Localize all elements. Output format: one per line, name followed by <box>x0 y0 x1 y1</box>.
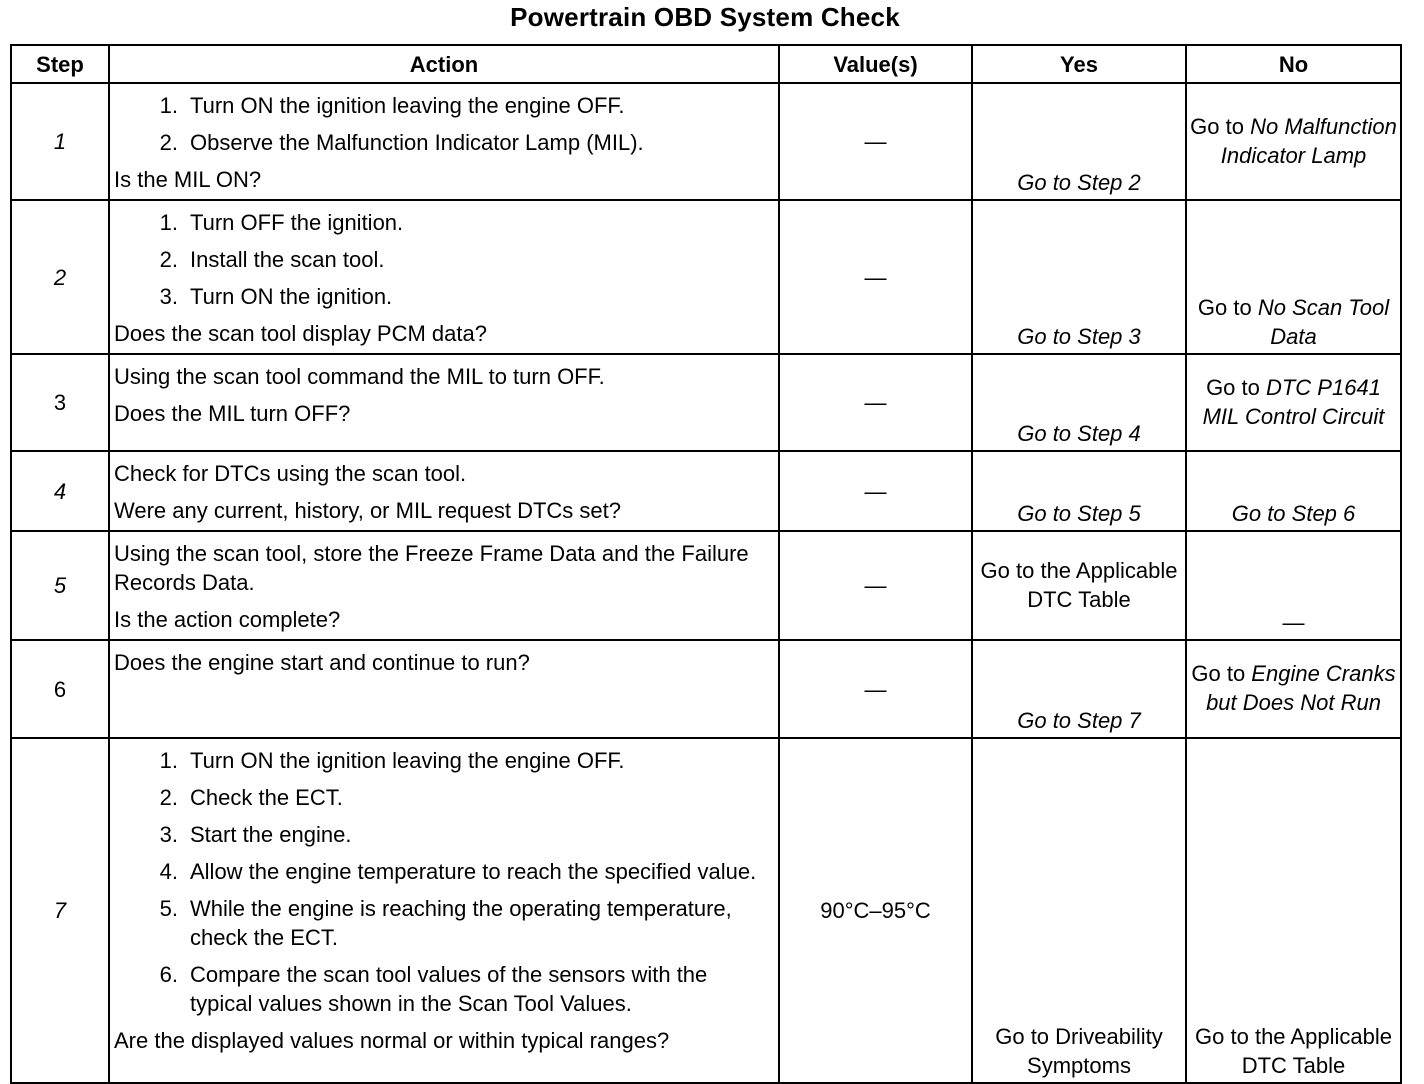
action-question: Does the scan tool display PCM data? <box>114 321 487 346</box>
list-item: 4. Allow the engine temperature to reach the specified value. <box>159 859 757 884</box>
yes-cell: Go to Step 3 <box>972 200 1186 354</box>
header-row <box>11 45 1401 83</box>
action-line: Using the scan tool command the MIL to turn OFF. <box>114 364 605 389</box>
list-item: 2. Check the ECT. <box>159 785 343 810</box>
action-cell <box>109 354 779 451</box>
action-line: Check for DTCs using the scan tool. <box>114 461 467 486</box>
list-item: 1. Turn OFF the ignition. <box>159 210 404 235</box>
header-step: Step <box>11 45 109 83</box>
list-item: 5. While the engine is reaching the operating temperature, check the ECT. <box>159 896 732 950</box>
action-question: Is the MIL ON? <box>114 167 262 192</box>
step-number: 3 <box>11 354 109 451</box>
yes-cell: Go to Driveability Symptoms <box>972 738 1186 1083</box>
value-cell: — <box>779 200 972 354</box>
value-cell: — <box>779 451 972 531</box>
header-values: Value(s) <box>779 45 972 83</box>
yes-cell: Go to Step 4 <box>972 354 1186 451</box>
obd-system-check-table <box>10 44 1402 1084</box>
header-yes: Yes <box>972 45 1186 83</box>
table-row <box>11 451 1401 531</box>
yes-cell: Go to the Applicable DTC Table <box>972 531 1186 640</box>
no-cell: Go to Engine Cranks but Does Not Run <box>1186 640 1401 738</box>
action-line: Using the scan tool, store the Freeze Frame Data and the Failure Records Data. <box>114 541 749 595</box>
action-cell <box>109 451 779 531</box>
action-question: Were any current, history, or MIL request DTCs set? <box>114 498 621 523</box>
step-number: 2 <box>11 200 109 354</box>
table-row <box>11 200 1401 354</box>
action-cell <box>109 640 779 738</box>
step-number: 4 <box>11 451 109 531</box>
value-cell: — <box>779 640 972 738</box>
step-number: 7 <box>11 738 109 1083</box>
table-row <box>11 640 1401 738</box>
no-cell: — <box>1186 531 1401 640</box>
no-cell: Go to Step 6 <box>1186 451 1401 531</box>
table-row <box>11 354 1401 451</box>
no-cell: Go to the Applicable DTC Table <box>1186 738 1401 1083</box>
yes-cell: Go to Step 2 <box>972 83 1186 200</box>
value-cell: 90°C–95°C <box>779 738 972 1083</box>
list-item: 3. Start the engine. <box>159 822 352 847</box>
list-item: 2. Install the scan tool. <box>159 247 385 272</box>
table-row <box>11 83 1401 200</box>
action-cell <box>109 531 779 640</box>
no-cell: Go to No Scan Tool Data <box>1186 200 1401 354</box>
action-cell <box>109 83 779 200</box>
action-cell <box>109 200 779 354</box>
action-question: Are the displayed values normal or within typical ranges? <box>114 1028 670 1053</box>
table-row <box>11 738 1401 1083</box>
list-item: 1. Turn ON the ignition leaving the engine OFF. <box>159 93 625 118</box>
list-item: 3. Turn ON the ignition. <box>159 284 393 309</box>
step-number: 1 <box>11 83 109 200</box>
step-number: 5 <box>11 531 109 640</box>
yes-cell: Go to Step 5 <box>972 451 1186 531</box>
yes-cell: Go to Step 7 <box>972 640 1186 738</box>
step-number: 6 <box>11 640 109 738</box>
action-question: Is the action complete? <box>114 607 341 632</box>
action-question: Does the engine start and continue to run? <box>114 650 530 675</box>
header-no: No <box>1186 45 1401 83</box>
list-item: 2. Observe the Malfunction Indicator Lamp (MIL). <box>159 130 644 155</box>
value-cell: — <box>779 354 972 451</box>
list-item: 1. Turn ON the ignition leaving the engine OFF. <box>159 748 625 773</box>
header-action: Action <box>109 45 779 83</box>
page-title: Powertrain OBD System Check <box>510 2 900 32</box>
action-cell <box>109 738 779 1083</box>
no-cell: Go to DTC P1641 MIL Control Circuit <box>1186 354 1401 451</box>
no-cell: Go to No Malfunction Indicator Lamp <box>1186 83 1401 200</box>
value-cell: — <box>779 531 972 640</box>
value-cell: — <box>779 83 972 200</box>
action-question: Does the MIL turn OFF? <box>114 401 351 426</box>
table-row <box>11 531 1401 640</box>
list-item: 6. Compare the scan tool values of the sensors with the typical values shown in the Scan Tool Values. <box>159 962 708 1016</box>
